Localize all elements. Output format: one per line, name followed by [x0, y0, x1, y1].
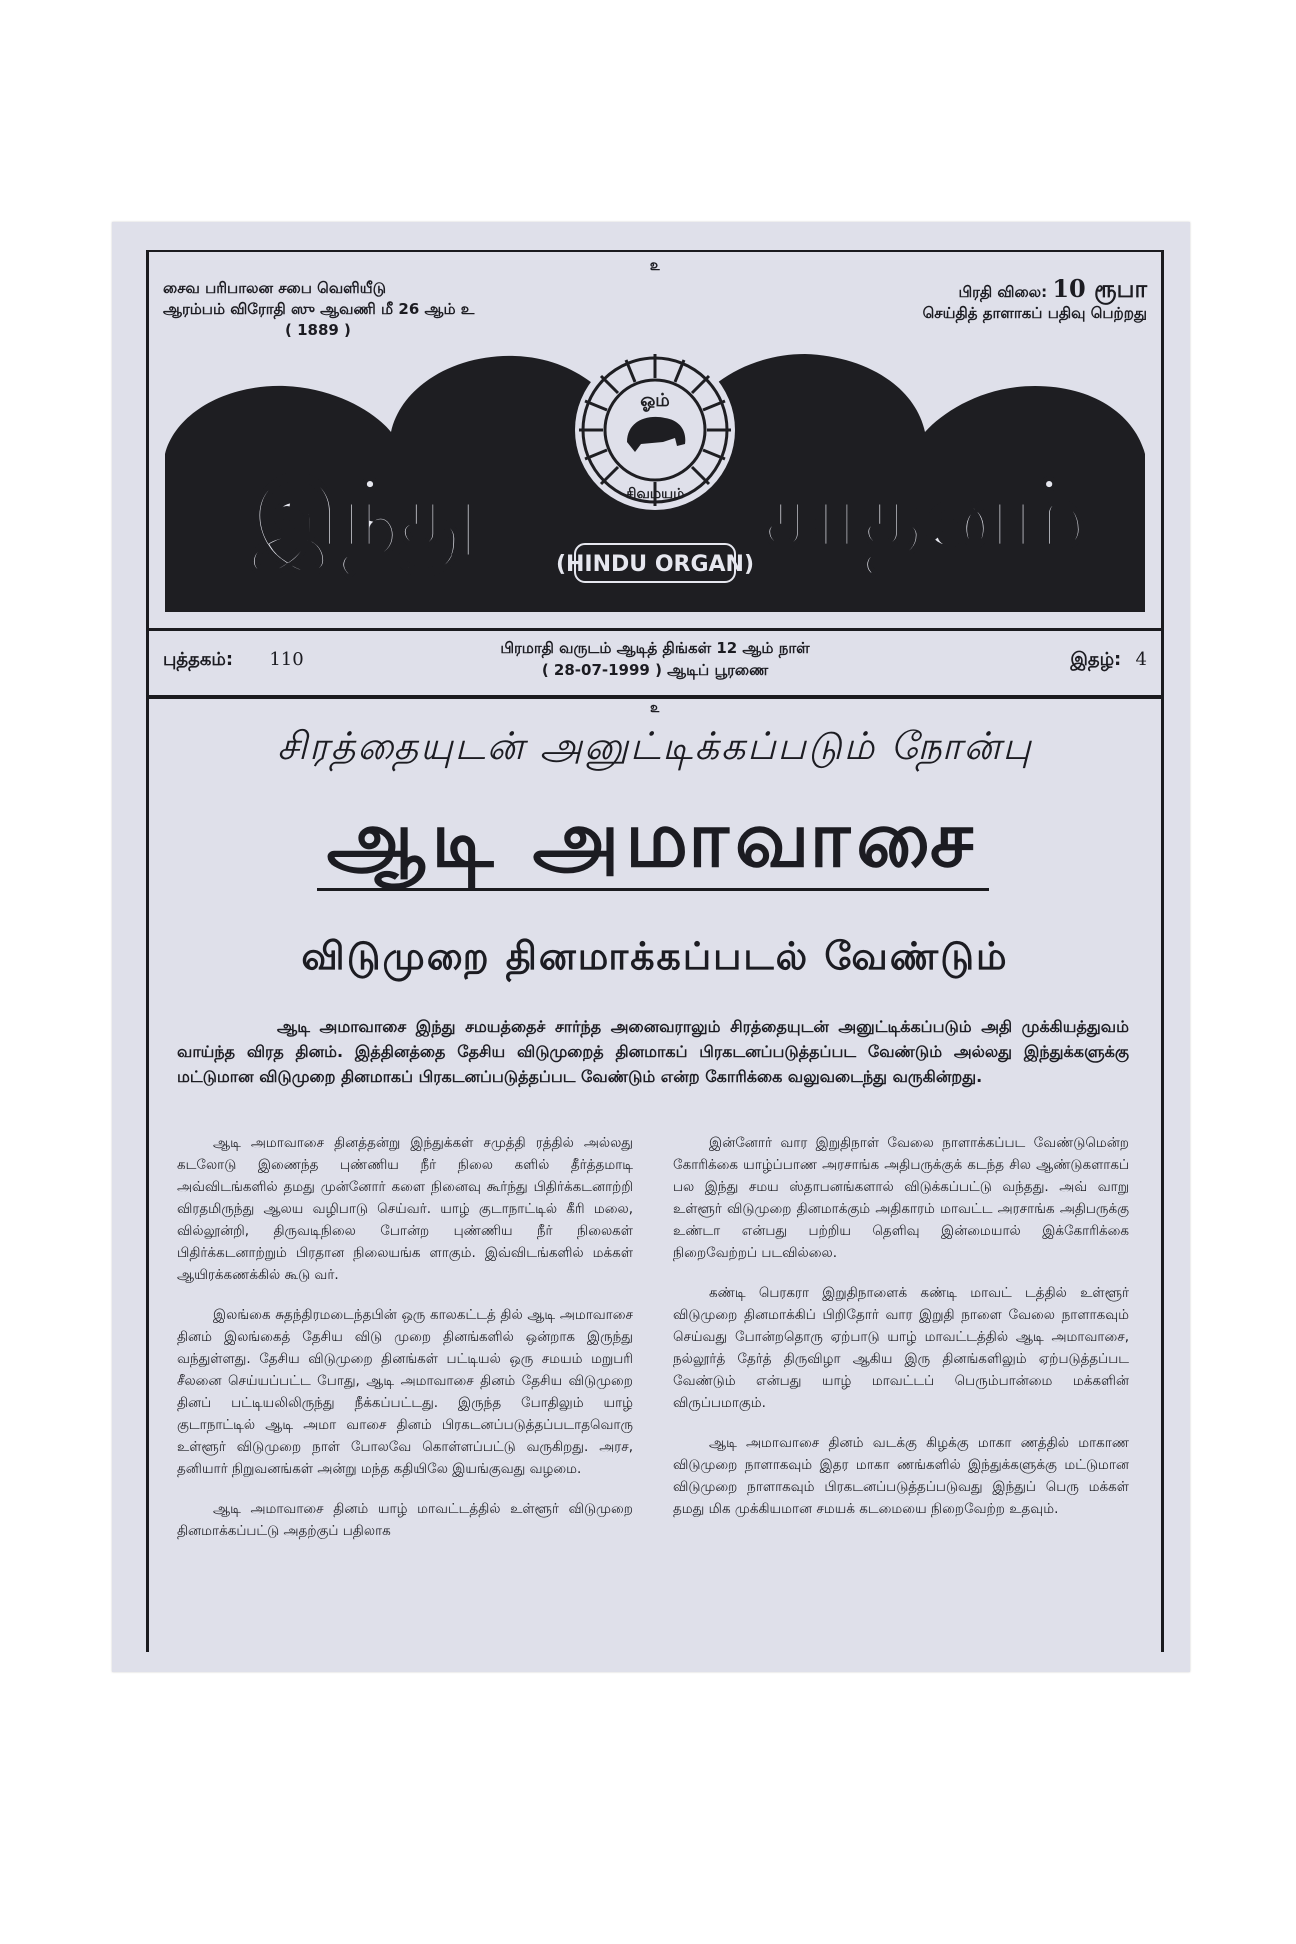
sun-emblem: [575, 350, 735, 510]
volume-number: 110: [269, 649, 304, 670]
issue: [1070, 649, 1147, 672]
registration-note: செய்தித் தாளாகப் பதிவு பெற்றது: [922, 304, 1147, 322]
paragraph: இன்னோர் வார இறுதிநாள் வேலை நாளாக்கப்பட வேண்டுமென்ற கோரிக்கை யாழ்ப்பாண அரசாங்க அதிபருக்குக் கடந்த சில ஆண்டுகளாகப் பல இந்து சமய ஸ்தாபனங்களால் விடுக்கப்பட்டு வந்தது. அவ் வாறு உள்ளூர் விடுமுறை தினமாக்கும் அதிகாரம் மாவட்ட அரசாங்க அதிபருக்கு உண்டா என்பது பற்றிய தெளிவு இன்மையால் இக்கோரிக்கை நிறைவேற்றப் படவில்லை.: [673, 1135, 1129, 1261]
volume-label: புத்தகம்:: [163, 649, 234, 670]
scanned-page: [112, 222, 1190, 1672]
issue-label: இதழ்:: [1070, 649, 1122, 670]
masthead-banner: [165, 346, 1145, 612]
issue-info-bar: [149, 628, 1161, 699]
right-column: [673, 1132, 1129, 1538]
page-number: ௨: [649, 256, 661, 274]
issue-number: 4: [1135, 649, 1147, 670]
tamil-date: பிரமாதி வருடம் ஆடித் திங்கள் 12 ஆம் நாள்: [500, 639, 810, 657]
publisher-line: சைவ பரிபாலன சபை வெளியீடு: [163, 279, 387, 297]
article-kicker: சிரத்தையுடன் அனுட்டிக்கப்படும் நோன்பு: [277, 724, 1033, 768]
left-column: [177, 1132, 633, 1560]
article-subhead: விடுமுறை தினமாக்கப்படல் வேண்டும்: [301, 934, 1009, 978]
price-label: பிரதி விலை:: [958, 283, 1048, 301]
title-indhu: இந்து: [250, 461, 480, 568]
newspaper-front-page: [146, 250, 1164, 1652]
article-mark: ௨: [650, 700, 660, 716]
paragraph: ஆடி அமாவாசை தினம் வடக்கு கிழக்கு மாகா ணத்தில் மாகாண விடுமுறை நாளாகவும் இதர மாகா ணங்களில் இந்துக்களுக்கு மட்டுமான விடுமுறை நாளாகவும் பிரகடனப்படுத்தப்படுவது இந்துப் பெரு மக்கள் தமது மிக முக்கியமான சமயக் கடமையை நிறைவேற்ற உதவும்.: [673, 1435, 1129, 1517]
founded-year: ( 1889 ): [285, 321, 351, 339]
gregorian-date: ( 28-07-1999 ) ஆடிப் பூரணை: [541, 661, 769, 679]
article-lead: ஆடி அமாவாசை இந்து சமயத்தைச் சார்ந்த அனைவராலும் சிரத்தையுடன் அனுட்டிக்கப்படும் அதி முக்கியத்துவம் வாய்ந்த விரத தினம். இத்தினத்தை தேசிய விடுமுறைத் தினமாகப் பிரகடனப்படுத்தப்பட வேண்டும் அல்லது இந்துக்களுக்கு மட்டுமான விடுமுறை தினமாகப் பிரகடனப்படுத்தப்பட வேண்டும் என்ற கோரிக்கை வலுவடைந்து வருகின்றது.: [177, 1017, 1129, 1086]
price-info: [922, 274, 1147, 324]
paragraph: இலங்கை சுதந்திரமடைந்தபின் ஒரு காலகட்டத் தில் ஆடி அமாவாசை தினம் இலங்கைத் தேசிய விடு முறை தினங்களில் ஒன்றாக இருந்து வந்துள்ளது. தேசிய விடுமுறை தினங்கள் பட்டியல் ஒரு சமயம் மறுபரி சீலனை செய்யப்பட்ட போது, ஆடி அமாவாசை தினம் தேசிய விடுமுறை தினப் பட்டியலிலிருந்து நீக்கப்பட்டது. இருந்த போதிலும் யாழ் குடாநாட்டில் ஆடி அமா வாசை தினம் பிரகடனப்படுத்தப்படாதவொரு உள்ளூர் விடுமுறை நாள் போலவே கொள்ளப்பட்டு வருகிறது. அரச, தனியார் நிறுவனங்கள் அன்று மந்த கதியிலே இயங்குவது வழமை.: [177, 1307, 633, 1477]
paragraph: ஆடி அமாவாசை தினம் யாழ் மாவட்டத்தில் உள்ளூர் விடுமுறை தினமாக்கப்பட்டு அதற்குப் பதிலாக: [177, 1501, 633, 1539]
issue-date: [149, 637, 1161, 681]
paragraph: ஆடி அமாவாசை தினத்தன்று இந்துக்கள் சமுத்தி ரத்தில் அல்லது கடலோடு இணைந்த புண்ணிய நீர் நிலை களில் தீர்த்தமாடி அவ்விடங்களில் தமது முன்னோர் களை நினைவு கூர்ந்து பிதிர்க்கடனாற்றி விரதமிருந்து ஆலய வழிபாடு செய்வர். யாழ் குடாநாட்டில் கீரி மலை, வில்லூன்றி, திருவடிநிலை போன்ற புண்ணிய நீர் நிலைகள் பிதிர்க்கடனாற்றும் பிரதான நிலையங்க ளாகும். இவ்விடங்களில் மக்கள் ஆயிரக்கணக்கில் கூடு வர்.: [177, 1135, 633, 1283]
founded-line: ஆரம்பம் விரோதி ஸு ஆவணி மீ 26 ஆம் உ: [163, 300, 475, 318]
emblem-sivamayam: சிவமயம்: [625, 486, 685, 502]
title-english: (HINDU ORGAN): [555, 552, 755, 577]
paragraph: கண்டி பெரகரா இறுதிநாளைக் கண்டி மாவட் டத்தில் உள்ளூர் விடுமுறை தினமாக்கிப் பிறிதோர் வார இறுதி நாளை வேலை நாளாகவும் செய்வது போன்றதொரு ஏற்பாடு யாழ் மாவட்டத்தில் ஆடி அமாவாசை, நல்லூர்த் தேர்த் திருவிழா ஆகிய இரு தினங்களிலும் ஏற்படுத்தப்பட வேண்டும் என்பது யாழ் மாவட்டப் பெரும்பான்மை மக்களின் விருப்பமாகும்.: [673, 1285, 1129, 1411]
emblem-om: ஓம்: [640, 390, 670, 411]
publisher-info: [163, 278, 474, 341]
article-headline: ஆடி அமாவாசை: [317, 792, 989, 891]
title-saadhanam: சாதனம்: [763, 461, 1087, 568]
price-value: 10 ரூபா: [1052, 274, 1147, 303]
